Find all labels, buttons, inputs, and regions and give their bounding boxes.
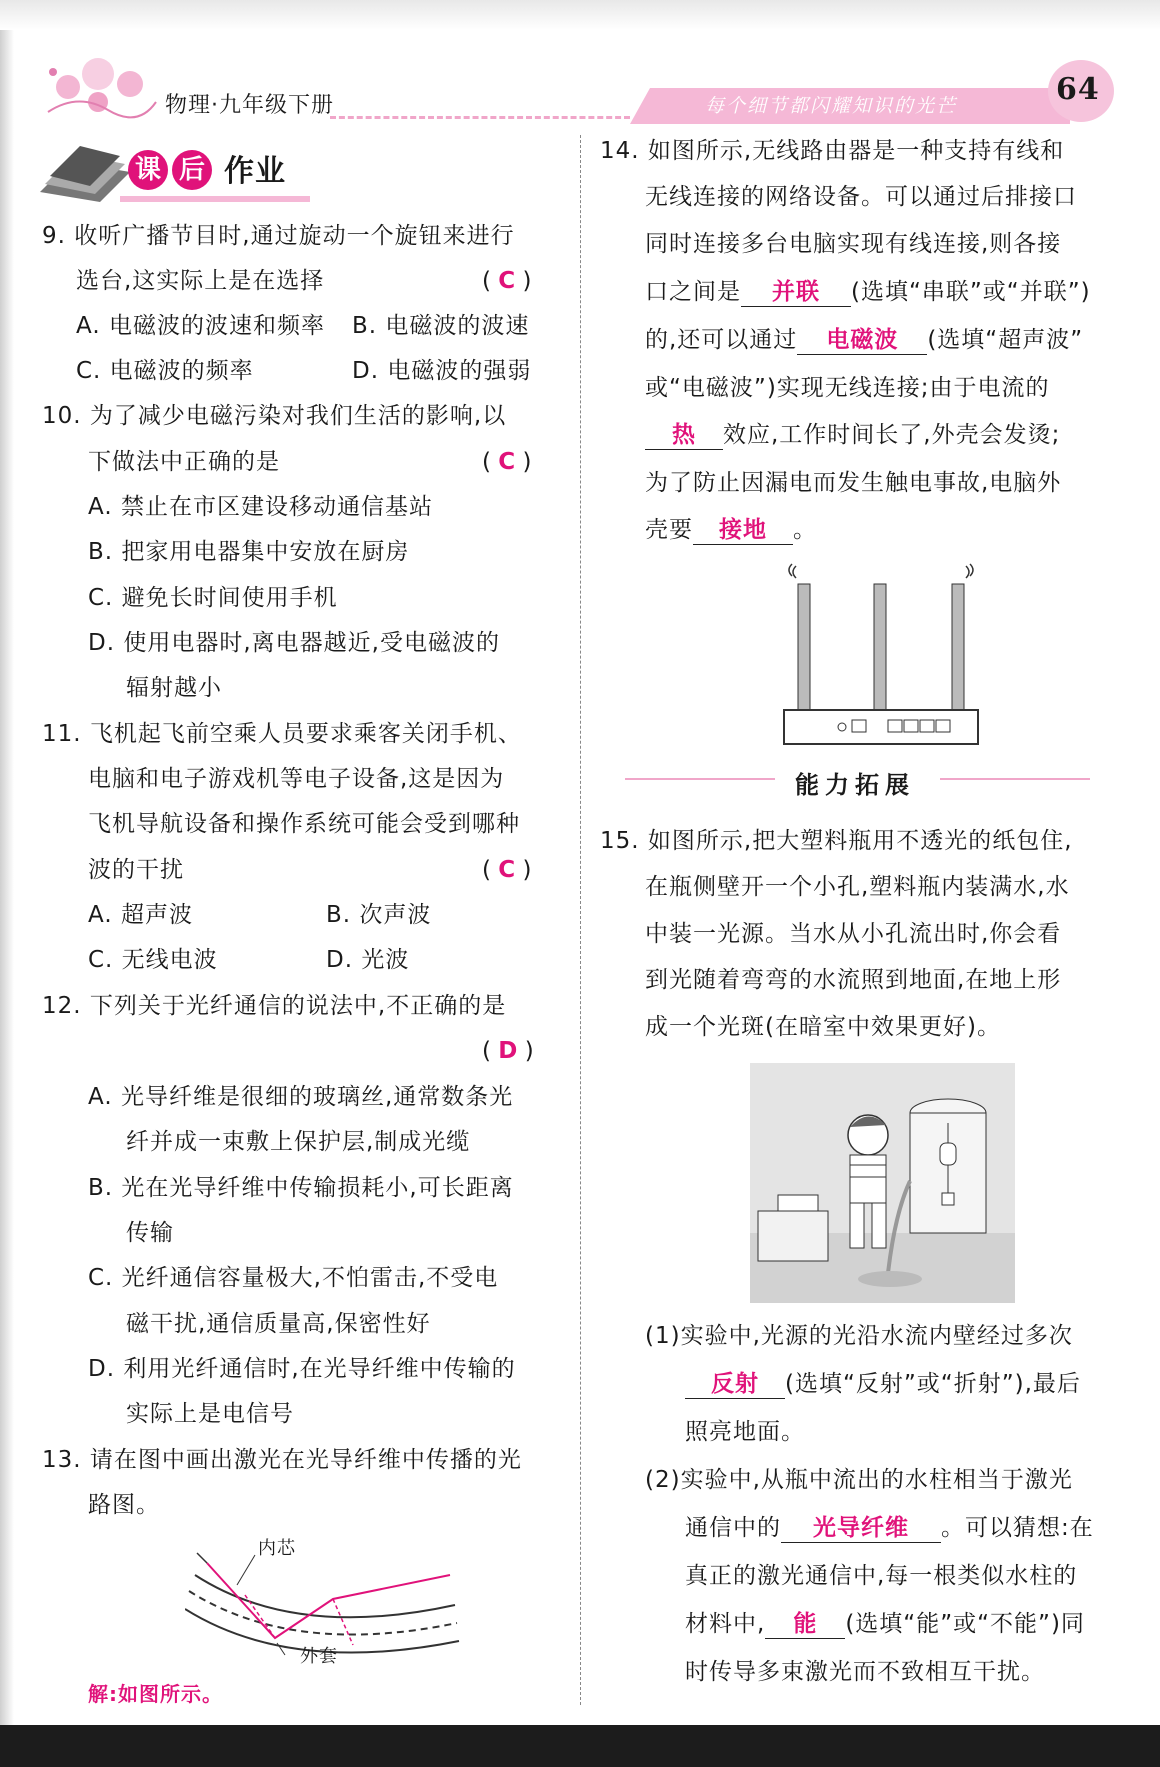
q10-stem-1: 10. 为了减少电磁污染对我们生活的影响,以 [42, 403, 507, 429]
q15-line-2: 在瓶侧壁开一个小孔,塑料瓶内装满水,水 [645, 874, 1070, 900]
book-title: 物理·九年级下册 [165, 93, 334, 118]
q10-option-a: A. 禁止在市区建设移动通信基站 [88, 494, 433, 520]
q15-line-5: 成一个光斑(在暗室中效果更好)。 [645, 1014, 1001, 1040]
q15-line-1: 15. 如图所示,把大塑料瓶用不透光的纸包住, [600, 828, 1073, 854]
q11-answer: C [498, 857, 516, 883]
q14-line-8: 为了防止因漏电而发生触电事故,电脑外 [645, 470, 1062, 496]
q15-blank-2: 光导纤维 [781, 1514, 941, 1543]
motto-text: 每个细节都闪耀知识的光芒 [705, 95, 958, 117]
q12-option-b-2: 传输 [126, 1220, 174, 1246]
label-core: 内芯 [258, 1538, 296, 1559]
q9-option-a: A. 电磁波的波速和频率 [76, 313, 325, 339]
label-jacket: 外套 [300, 1646, 338, 1667]
q15-part1-line-1: (1)实验中,光源的光沿水流内壁经过多次 [645, 1323, 1073, 1349]
q14-line-7: 热 效应,工作时间长了,外壳会发烫; [645, 421, 1060, 450]
q11-option-b: B. 次声波 [326, 902, 432, 928]
q12-option-c-1: C. 光纤通信容量极大,不怕雷击,不受电 [88, 1265, 499, 1291]
q13-stem-2: 路图。 [88, 1492, 160, 1518]
q10-answer: C [498, 449, 516, 475]
q11-stem-2: 电脑和电子游戏机等电子设备,这是因为 [88, 766, 505, 792]
q15-part1-line-3: 照亮地面。 [685, 1419, 805, 1445]
q11-stem-3: 飞机导航设备和操作系统可能会受到哪种 [88, 811, 520, 837]
water-light-experiment-figure [750, 1063, 1015, 1303]
q9-option-d: D. 电磁波的强弱 [352, 358, 532, 384]
q13-stem-1: 13. 请在图中画出激光在光导纤维中传播的光 [42, 1447, 522, 1473]
q11-stem-4: 波的干扰 [88, 857, 184, 883]
q9-answer: C [498, 268, 516, 294]
q9-option-b: B. 电磁波的波速 [352, 313, 530, 339]
q14-line-4: 口之间是 并联 (选填“串联”或“并联”) [645, 279, 1091, 305]
q15-blank-3: 能 [765, 1610, 845, 1639]
q13-solution: 解:如图所示。 [88, 1682, 223, 1706]
q10-option-d-2: 辐射越小 [126, 675, 222, 701]
header-dash-line [330, 116, 630, 119]
q15-part2-line-1: (2)实验中,从瓶中流出的水柱相当于激光 [645, 1467, 1073, 1493]
q15-line-3: 中装一光源。当水从小孔流出时,你会看 [645, 921, 1062, 947]
page-number: 64 [1056, 72, 1100, 107]
q9-stem-2: 选台,这实际上是在选择 [76, 268, 325, 294]
q9-answer-paren: ( C ) [482, 268, 532, 294]
page-edge-shadow [0, 0, 14, 1767]
q11-option-c: C. 无线电波 [88, 947, 218, 973]
q14-line-5: 的,还可以通过 电磁波 (选填“超声波” [645, 327, 1084, 353]
q12-option-c-2: 磁干扰,通信质量高,保密性好 [126, 1311, 431, 1337]
q14-line-3: 同时连接多台电脑实现有线连接,则各接 [645, 231, 1062, 257]
q12-option-b-1: B. 光在光导纤维中传输损耗小,可长距离 [88, 1175, 514, 1201]
q11-answer-paren: ( C ) [482, 857, 532, 883]
q15-line-4: 到光随着弯弯的水流照到地面,在地上形 [645, 967, 1062, 993]
section-underline [120, 196, 310, 202]
q10-answer-paren: ( C ) [482, 449, 532, 475]
q9-option-c: C. 电磁波的频率 [76, 358, 254, 384]
q12-stem: 12. 下列关于光纤通信的说法中,不正确的是 [42, 993, 507, 1019]
q11-stem-1: 11. 飞机起飞前空乘人员要求乘客关闭手机、 [42, 721, 522, 747]
q15-part1-line-2: 反射 (选填“反射”或“折射”),最后 [685, 1370, 1081, 1399]
q9-stem-1: 9. 收听广播节目时,通过旋动一个旋钮来进行 [42, 223, 515, 249]
q15-part2-line-2: 通信中的 光导纤维 。可以猜想:在 [685, 1515, 1094, 1541]
q14-blank-2: 电磁波 [797, 326, 927, 355]
q14-blank-1: 并联 [741, 278, 851, 307]
q15-part2-line-5: 时传导多束激光而不致相互干扰。 [685, 1659, 1045, 1685]
q14-line-1: 14. 如图所示,无线路由器是一种支持有线和 [600, 138, 1065, 164]
q12-option-d-2: 实际上是电信号 [126, 1401, 294, 1427]
column-divider [580, 135, 581, 1705]
badge-hou: 后 [172, 150, 212, 190]
q14-line-2: 无线连接的网络设备。可以通过后排接口 [645, 184, 1077, 210]
q15-part2-line-4: 材料中, 能 (选填“能”或“不能”)同 [685, 1611, 1085, 1637]
q14-line-6: 或“电磁波”)实现无线连接;由于电流的 [645, 375, 1050, 401]
section-title: 作业 [224, 154, 286, 189]
books-icon [40, 142, 130, 202]
wireless-router-figure [780, 562, 980, 747]
q15-part2-line-3: 真正的激光通信中,每一根类似水柱的 [685, 1563, 1078, 1589]
q10-option-b: B. 把家用电器集中安放在厨房 [88, 539, 410, 565]
top-shadow [0, 0, 1160, 30]
badge-ke: 课 [128, 150, 168, 190]
q12-option-d-1: D. 利用光纤通信时,在光导纤维中传输的 [88, 1356, 516, 1382]
q10-option-d-1: D. 使用电器时,离电器越近,受电磁波的 [88, 630, 500, 656]
q12-answer: D [498, 1038, 518, 1064]
q14-blank-4: 接地 [693, 516, 793, 545]
q14-blank-3: 热 [645, 421, 723, 450]
q15-blank-1: 反射 [685, 1370, 785, 1399]
extension-title: 能力拓展 [795, 771, 915, 799]
bottom-bar [0, 1725, 1160, 1767]
q12-option-a-1: A. 光导纤维是很细的玻璃丝,通常数条光 [88, 1084, 514, 1110]
q11-option-d: D. 光波 [326, 947, 410, 973]
q12-answer-paren: ( D ) [482, 1038, 534, 1064]
flower-ornament-icon [38, 52, 158, 122]
q11-option-a: A. 超声波 [88, 902, 193, 928]
q10-stem-2: 下做法中正确的是 [88, 449, 280, 475]
q10-option-c: C. 避免长时间使用手机 [88, 585, 338, 611]
q14-line-9: 壳要 接地 。 [645, 517, 817, 543]
q12-option-a-2: 纤并成一束敷上保护层,制成光缆 [126, 1129, 471, 1155]
